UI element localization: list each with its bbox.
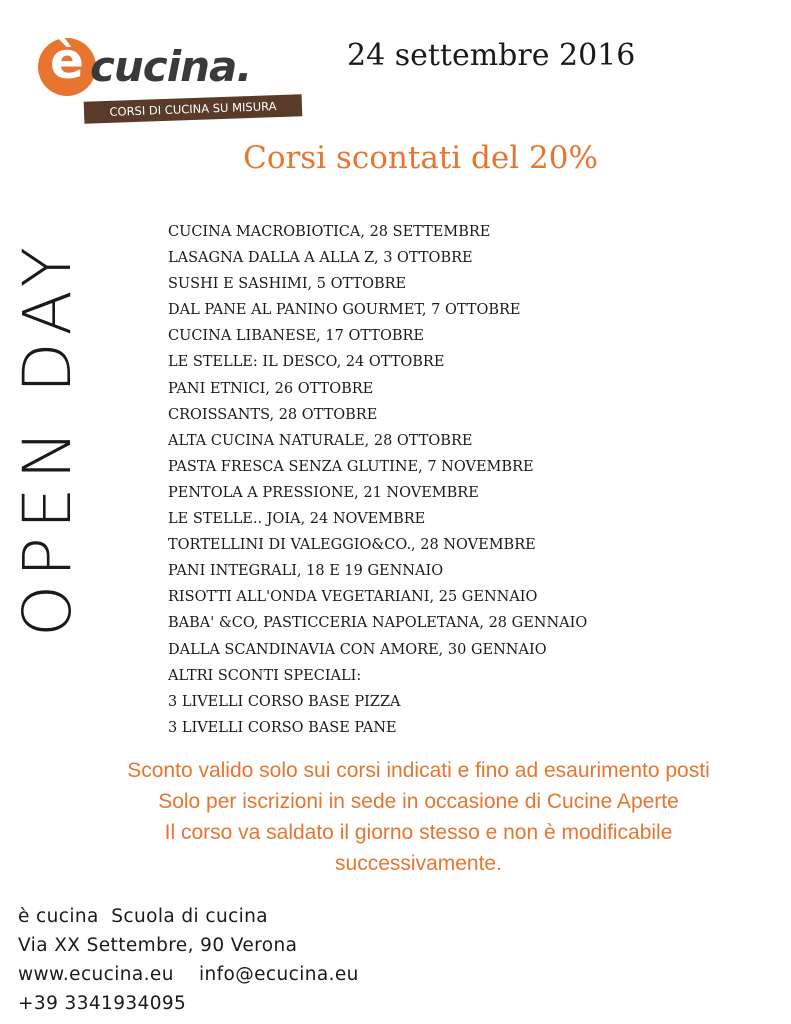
course-item: LE STELLE: IL DESCO, 24 OTTOBRE — [168, 354, 445, 371]
course-item: TORTELLINI DI VALEGGIO&CO., 28 NOVEMBRE — [168, 537, 536, 554]
condition-line: Solo per iscrizioni in sede in occasione di Cucine Aperte — [158, 790, 679, 813]
course-item: PANI INTEGRALI, 18 E 19 GENNAIO — [168, 563, 444, 580]
course-item: PASTA FRESCA SENZA GLUTINE, 7 NOVEMBRE — [168, 458, 534, 475]
condition-line: Sconto valido solo sui corsi indicati e fino ad esaurimento posti — [127, 759, 710, 782]
contact-footer — [18, 902, 359, 1018]
logo-mark: è — [50, 32, 84, 90]
condition-line: successivamente. — [335, 852, 502, 875]
course-list — [168, 219, 587, 741]
condition-line: Il corso va saldato il giorno stesso e non è modificabile — [164, 821, 673, 844]
discount-conditions — [0, 755, 791, 879]
email-link[interactable]: info@ecucina.eu — [198, 964, 359, 985]
website-link[interactable]: www.ecucina.eu — [18, 964, 174, 985]
course-item: 3 LIVELLI CORSO BASE PIZZA — [168, 693, 401, 710]
special-discounts-heading: ALTRI SCONTI SPECIALI: — [168, 667, 362, 684]
ecucina-logo — [38, 32, 278, 126]
course-item: 3 LIVELLI CORSO BASE PANE — [168, 719, 397, 736]
logo-tagline-banner — [84, 94, 303, 124]
course-item: BABA' &CO, PASTICCERIA NAPOLETANA, 28 GENNAIO — [168, 615, 588, 632]
logo-tagline: CORSI DI CUCINA SU MISURA — [109, 99, 277, 119]
school-name: è cucina Scuola di cucina — [18, 906, 269, 927]
event-date: 24 settembre 2016 — [347, 38, 636, 73]
course-item: RISOTTI ALL'ONDA VEGETARIANI, 25 GENNAIO — [168, 589, 538, 606]
course-item: LE STELLE.. JOIA, 24 NOVEMBRE — [168, 511, 426, 528]
course-item: CROISSANTS, 28 OTTOBRE — [168, 406, 378, 423]
web-contacts — [18, 960, 359, 989]
address: Via XX Settembre, 90 Verona — [18, 935, 298, 956]
course-item: CUCINA MACROBIOTICA, 28 SETTEMBRE — [168, 224, 491, 240]
course-item: LASAGNA DALLA A ALLA Z, 3 OTTOBRE — [168, 250, 473, 267]
course-item: PENTOLA A PRESSIONE, 21 NOVEMBRE — [168, 484, 479, 501]
open-day-vertical-title: OPEN DAY — [9, 239, 86, 637]
course-item: DAL PANE AL PANINO GOURMET, 7 OTTOBRE — [168, 302, 521, 319]
course-item: PANI ETNICI, 26 OTTOBRE — [168, 380, 374, 397]
course-item: CUCINA LIBANESE, 17 OTTOBRE — [168, 328, 425, 345]
course-item: SUSHI E SASHIMI, 5 OTTOBRE — [168, 276, 407, 293]
logo-wordmark: cucina. — [90, 42, 252, 91]
course-item: DALLA SCANDINAVIA CON AMORE, 30 GENNAIO — [168, 641, 547, 658]
phone-number: +39 3341934095 — [18, 993, 187, 1014]
discount-headline: Corsi scontati del 20% — [243, 140, 598, 176]
course-item: ALTA CUCINA NATURALE, 28 OTTOBRE — [168, 432, 473, 449]
